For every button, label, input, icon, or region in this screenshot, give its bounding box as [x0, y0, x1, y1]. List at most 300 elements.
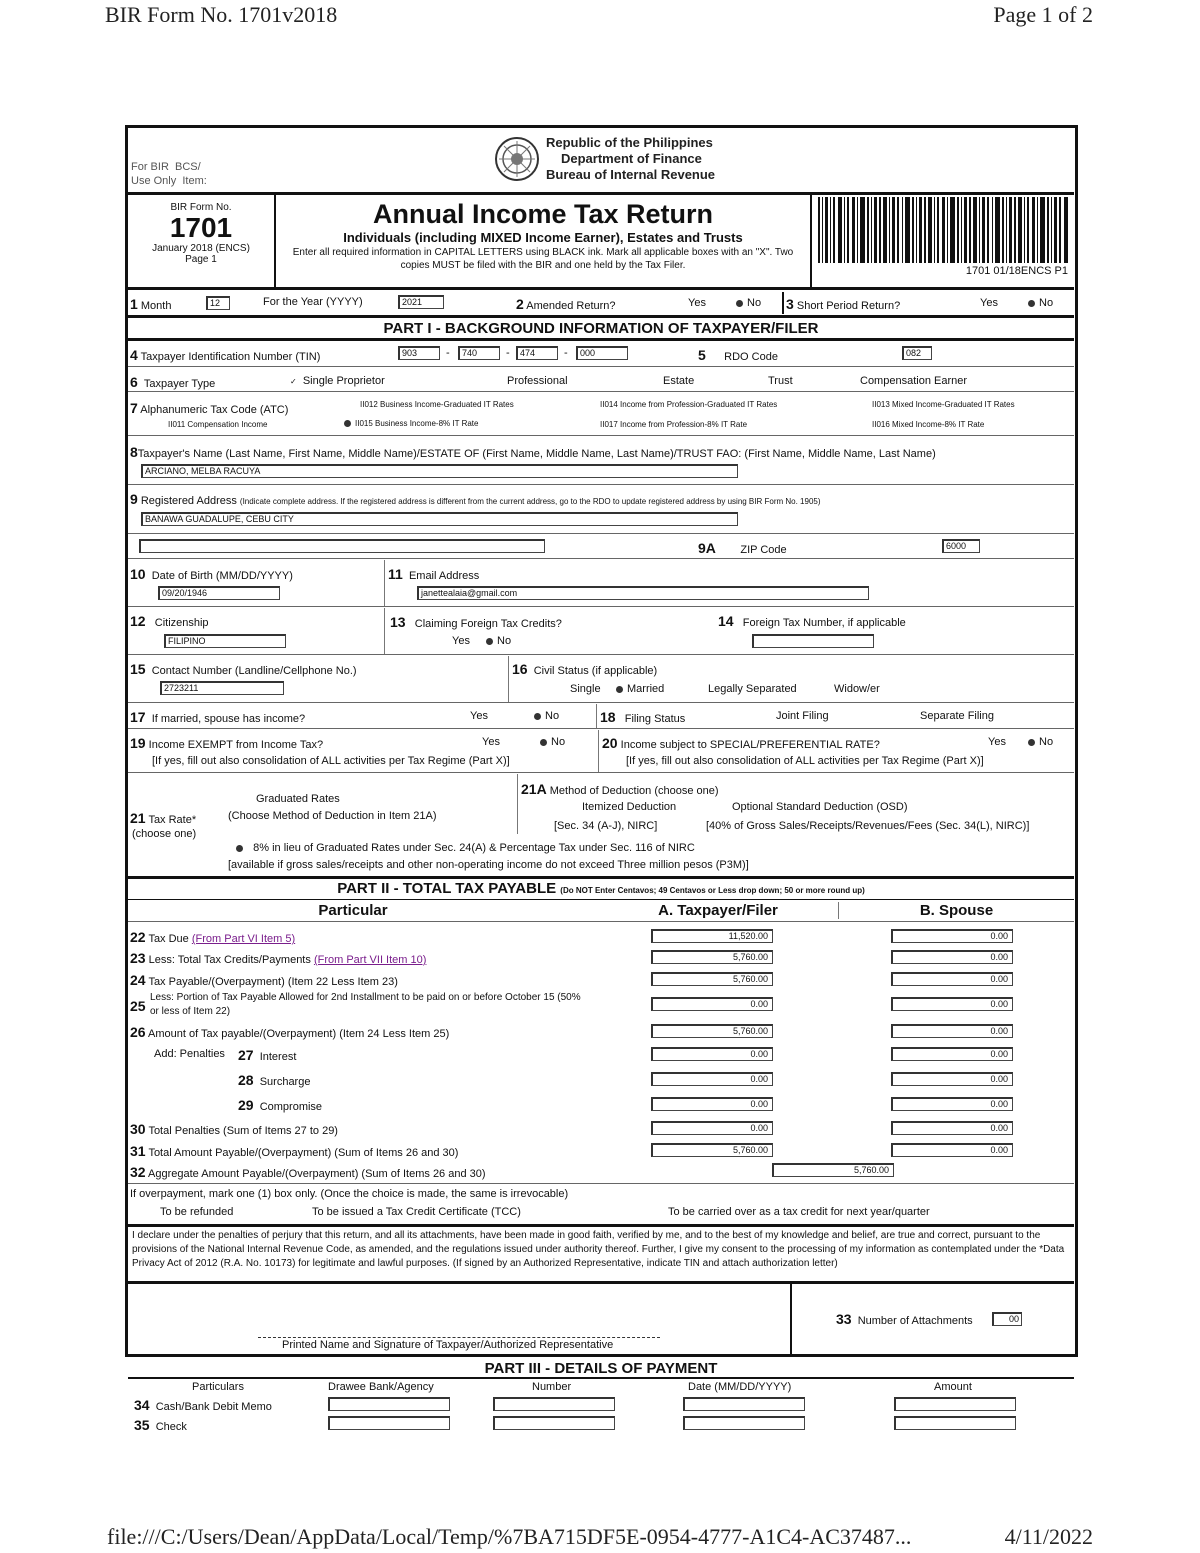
item-number: 9	[130, 491, 138, 507]
divider	[128, 366, 1074, 367]
item-number: 3	[786, 296, 794, 312]
col-date: Date (MM/DD/YYYY)	[688, 1381, 792, 1393]
row-month	[130, 296, 171, 312]
interest-a-field[interactable]: 0.00	[651, 1047, 773, 1061]
name-label: Taxpayer's Name (Last Name, First Name, Middle Name)/ESTATE OF (First Name, Middle Name, Last Name)/TRUST FAO: (First Name, Middle Name, Last Name)	[137, 448, 936, 460]
radio-selected-icon	[616, 686, 623, 693]
joint-filing-option[interactable]: Joint Filing	[776, 710, 829, 722]
osd-note: [40% of Gross Sales/Receipts/Revenues/Fees (Sec. 34(L), NIRC)]	[706, 820, 1030, 832]
row-tax-rate	[130, 810, 196, 826]
row-short-period	[786, 296, 900, 312]
cash-amount-field[interactable]	[894, 1397, 1016, 1411]
use-only-label: Use Only	[131, 175, 177, 187]
special-no-label: No	[1039, 736, 1054, 748]
filing-status-label: Filing Status	[624, 713, 686, 725]
part-vii-link[interactable]: (From Part VII Item 10)	[313, 954, 427, 966]
type-trust[interactable]: Trust	[768, 375, 793, 387]
row-atc	[130, 400, 288, 416]
month-field[interactable]: 12	[206, 296, 230, 310]
item-number: 10	[130, 566, 146, 582]
civil-widow-option[interactable]: Widow/er	[834, 683, 880, 695]
page-footer-right: 4/11/2022	[1004, 1524, 1093, 1549]
row-special-rate	[602, 735, 880, 751]
second-installment-b-field[interactable]: 0.00	[891, 997, 1013, 1011]
part-vi-link[interactable]: (From Part VI Item 5)	[191, 933, 296, 945]
part3-title: PART III - DETAILS OF PAYMENT	[484, 1360, 718, 1377]
type-option-label: Single Proprietor	[302, 375, 385, 387]
tin-label: Taxpayer Identification Number (TIN)	[140, 351, 321, 363]
form-number: 1701	[169, 212, 233, 243]
spouse-income-yes-option[interactable]: Yes	[470, 710, 488, 722]
exempt-yes-option[interactable]: Yes	[482, 736, 500, 748]
row-label: Tax Payable/(Overpayment) (Item 22 Less Item 23)	[148, 976, 398, 988]
tax-payable-b-field[interactable]: 0.00	[891, 972, 1013, 986]
item-number: 34	[134, 1397, 150, 1413]
second-installment-a-field[interactable]: 0.00	[651, 997, 773, 1011]
department-text: Department of Finance	[561, 151, 702, 166]
item-number: 32	[130, 1164, 146, 1180]
tcc-option[interactable]: To be issued a Tax Credit Certificate (TCC)	[312, 1206, 521, 1218]
radio-selected-icon	[540, 739, 547, 746]
part1-title: PART I - BACKGROUND INFORMATION OF TAXPAYER/FILER	[383, 320, 819, 337]
cash-label: Cash/Bank Debit Memo	[155, 1401, 272, 1413]
short-no-option[interactable]	[1028, 297, 1053, 309]
tin-dash: -	[446, 347, 450, 359]
item-number: 29	[238, 1097, 254, 1113]
row-foreign-credit	[390, 614, 562, 630]
special-yes-option[interactable]: Yes	[988, 736, 1006, 748]
row-label: Total Amount Payable/(Overpayment) (Sum of Items 26 and 30)	[148, 1147, 459, 1159]
foreign-tin-field[interactable]	[752, 634, 874, 648]
part2-title	[128, 880, 1074, 897]
exempt-label: Income EXEMPT from Income Tax?	[148, 739, 324, 751]
atc-option[interactable]: II017 Income from Profession-8% IT Rate	[600, 420, 748, 429]
tax-due-a-field[interactable]: 11,520.00	[651, 929, 773, 943]
foreign-credit-yes-option[interactable]: Yes	[452, 635, 470, 647]
amended-yes-option[interactable]: Yes	[688, 297, 706, 309]
item-number: 28	[238, 1072, 254, 1088]
eight-pct-note: [available if gross sales/receipts and other non-operating income do not exceed Three million pesos (P3M)]	[228, 859, 749, 871]
item-number: 33	[836, 1311, 852, 1327]
interest-b-field[interactable]: 0.00	[891, 1047, 1013, 1061]
item-number: 19	[130, 735, 146, 751]
radio-selected-icon	[736, 300, 743, 307]
divider	[384, 608, 385, 654]
row-label: Less: Total Tax Credits/Payments	[148, 954, 311, 966]
divider	[598, 730, 599, 772]
col-number: Number	[532, 1381, 572, 1393]
dob-field[interactable]: 09/20/1946	[158, 586, 280, 600]
check-number-field[interactable]	[493, 1416, 615, 1430]
col-particulars: Particulars	[192, 1381, 244, 1393]
row-25-label: Less: Portion of Tax Payable Allowed for 2nd Installment to be paid on or before October 15 (50% or less of Item 22)	[150, 992, 581, 1017]
row-23	[130, 950, 426, 966]
tin-field-4[interactable]: 000	[576, 346, 628, 360]
aggregate-field[interactable]: 5,760.00	[772, 1163, 894, 1177]
item-number: 8	[130, 444, 138, 460]
row-zip	[698, 540, 787, 556]
compromise-a-field[interactable]: 0.00	[651, 1097, 773, 1111]
foreign-credit-no-option[interactable]	[486, 635, 511, 647]
amount-payable-b-field[interactable]: 0.00	[891, 1024, 1013, 1038]
short-no-label: No	[1039, 297, 1054, 309]
cash-date-field[interactable]	[683, 1397, 805, 1411]
form-subtitle: Individuals (including MIXED Income Earner), Estates and Trusts	[343, 230, 743, 245]
zip-label: ZIP Code	[740, 544, 787, 556]
overpayment-label: If overpayment, mark one (1) box only. (Once the choice is made, the same is irrevocable)	[130, 1188, 569, 1200]
taxpayer-type-label: Taxpayer Type	[143, 378, 216, 390]
barcode-code: 1701 01/18ENCS P1	[965, 265, 1068, 277]
type-compensation-earner[interactable]: Compensation Earner	[860, 375, 968, 387]
month-label: Month	[140, 300, 172, 312]
surcharge-b-field[interactable]: 0.00	[891, 1072, 1013, 1086]
total-payable-b-field[interactable]: 0.00	[891, 1143, 1013, 1157]
method-label: Method of Deduction (choose one)	[549, 785, 719, 797]
divider	[128, 484, 1074, 485]
divider	[517, 774, 518, 834]
cash-bank-field[interactable]	[328, 1397, 450, 1411]
spouse-income-no-option[interactable]	[534, 710, 559, 722]
row-amended	[516, 296, 616, 312]
divider	[128, 533, 1074, 534]
email-label: Email Address	[408, 570, 480, 582]
row-rdo	[698, 347, 778, 363]
page-header-right: Page 1 of 2	[993, 2, 1093, 27]
credits-a-field[interactable]: 5,760.00	[651, 950, 773, 964]
row-32	[130, 1164, 486, 1180]
item-number: 17	[130, 709, 146, 725]
for-bir-label: For BIR	[131, 161, 169, 173]
form-instructions: Enter all required information in CAPITAL LETTERS using BLACK ink. Mark all applicable boxes with an "X". Two copies MUST be filed with the BIR and one held by the Tax Filer.	[292, 247, 794, 271]
tax-rate-label: Tax Rate*	[148, 814, 197, 826]
foreign-tin-label: Foreign Tax Number, if applicable	[742, 617, 906, 629]
item-number: 30	[130, 1121, 146, 1137]
bureau-text: Bureau of Internal Revenue	[546, 167, 716, 182]
exempt-note: [If yes, fill out also consolidation of ALL activities per Tax Regime (Part X)]	[152, 755, 510, 767]
item-number: 1	[130, 296, 138, 312]
row-exempt	[130, 735, 323, 751]
tin-field-2[interactable]: 740	[458, 346, 500, 360]
item-number: 24	[130, 972, 146, 988]
special-rate-label: Income subject to SPECIAL/PREFERENTIAL RATE?	[620, 739, 880, 751]
choose-one-label: (choose one)	[132, 828, 197, 840]
exempt-no-label: No	[551, 736, 566, 748]
row-spouse-income	[130, 709, 305, 725]
row-tin	[130, 347, 320, 363]
check-label: Check	[155, 1421, 187, 1433]
part2-title-text: PART II - TOTAL TAX PAYABLE	[337, 880, 557, 897]
year-label: For the Year (YYYY)	[263, 296, 363, 308]
eight-pct-option[interactable]	[236, 842, 695, 854]
divider	[128, 1377, 1074, 1379]
item-number: 7	[130, 400, 138, 416]
bir-seal-icon	[494, 136, 540, 182]
citizenship-field[interactable]: FILIPINO	[164, 634, 286, 648]
divider	[128, 921, 1074, 922]
divider	[782, 292, 784, 314]
special-no-option[interactable]	[1028, 736, 1053, 748]
osd-option[interactable]: Optional Standard Deduction (OSD)	[732, 801, 908, 813]
radio-selected-icon	[486, 638, 493, 645]
amended-no-option[interactable]	[736, 297, 761, 309]
itemized-note: [Sec. 34 (A-J), NIRC]	[554, 820, 658, 832]
divider	[128, 1183, 1074, 1184]
item-number: 11	[388, 566, 403, 582]
item-number: 9A	[698, 540, 716, 556]
civil-single-option[interactable]: Single	[570, 683, 601, 695]
form-title: Annual Income Tax Return	[372, 199, 714, 229]
item-number: 12	[130, 613, 146, 629]
item-label: Item:	[182, 175, 207, 187]
civil-separated-option[interactable]: Legally Separated	[708, 683, 797, 695]
radio-selected-icon	[534, 713, 541, 720]
surcharge-a-field[interactable]: 0.00	[651, 1072, 773, 1086]
divider	[128, 654, 1074, 655]
col-spouse: B. Spouse	[838, 902, 1074, 919]
cash-number-field[interactable]	[493, 1397, 615, 1411]
tin-dash: -	[506, 347, 510, 359]
col-taxpayer: A. Taxpayer/Filer	[658, 902, 778, 919]
row-31	[130, 1143, 458, 1159]
item-number: 20	[602, 735, 618, 751]
contact-label: Contact Number (Landline/Cellphone No.)	[151, 665, 357, 677]
item-number: 14	[718, 613, 734, 629]
graduated-note: (Choose Method of Deduction in Item 21A)	[228, 810, 437, 822]
row-29	[238, 1097, 322, 1113]
zip-field[interactable]: 6000	[942, 539, 980, 553]
row-26	[130, 1024, 449, 1040]
form-date: January 2018 (ENCS)	[152, 243, 250, 254]
foreign-credit-label: Claiming Foreign Tax Credits?	[414, 618, 562, 630]
citizenship-label: Citizenship	[154, 617, 209, 629]
divider	[508, 656, 509, 702]
eight-pct-label: 8% in lieu of Graduated Rates under Sec. 24(A) & Percentage Tax under Sec. 116 of NIRC	[253, 842, 695, 854]
spouse-income-label: If married, spouse has income?	[151, 713, 306, 725]
row-address	[130, 491, 821, 507]
item-number: 6	[130, 374, 138, 390]
row-method	[521, 781, 719, 797]
form-id-block	[128, 195, 276, 287]
total-penalties-b-field[interactable]: 0.00	[891, 1121, 1013, 1135]
row-filing-status	[600, 709, 685, 725]
item-number: 25	[130, 998, 146, 1014]
row-22	[130, 929, 295, 945]
type-estate[interactable]: Estate	[663, 375, 695, 387]
short-yes-option[interactable]: Yes	[980, 297, 998, 309]
row-34	[134, 1397, 272, 1413]
name-field[interactable]: ARCIANO, MELBA RACUYA	[141, 464, 738, 478]
item-number: 15	[130, 661, 146, 677]
col-amount: Amount	[934, 1381, 972, 1393]
row-name	[130, 444, 936, 460]
attachments-field[interactable]: 00	[992, 1312, 1022, 1326]
amended-label: Amended Return?	[526, 300, 616, 312]
amended-no-label: No	[747, 297, 762, 309]
divider	[128, 772, 1074, 773]
row-civil-status	[512, 661, 657, 677]
type-professional[interactable]: Professional	[507, 375, 568, 387]
address-field[interactable]: BANAWA GUADALUPE, CEBU CITY	[141, 512, 738, 526]
divider	[128, 435, 1074, 436]
radio-selected-icon	[1028, 739, 1035, 746]
amount-payable-a-field[interactable]: 5,760.00	[651, 1024, 773, 1038]
item-number: 26	[130, 1024, 146, 1040]
item-number: 5	[698, 347, 706, 363]
row-label: Amount of Tax payable/(Overpayment) (Item 24 Less Item 25)	[148, 1028, 450, 1040]
item-number: 21	[130, 810, 146, 826]
year-field[interactable]: 2021	[398, 295, 444, 309]
tin-field-1[interactable]: 903	[398, 346, 440, 360]
address-label: Registered Address	[140, 495, 237, 507]
title-block	[276, 195, 810, 287]
civil-married-option[interactable]	[616, 683, 664, 695]
check-date-field[interactable]	[683, 1416, 805, 1430]
republic-text: Republic of the Philippines	[546, 135, 713, 150]
atc-option[interactable]: II012 Business Income-Graduated IT Rates	[360, 400, 514, 409]
short-period-label: Short Period Return?	[796, 300, 901, 312]
credits-b-field[interactable]: 0.00	[891, 950, 1013, 964]
agency-block	[546, 135, 715, 183]
attachments-label: Number of Attachments	[857, 1315, 973, 1327]
special-note: [If yes, fill out also consolidation of ALL activities per Tax Regime (Part X)]	[626, 755, 984, 767]
check-amount-field[interactable]	[894, 1416, 1016, 1430]
item-number: 18	[600, 709, 616, 725]
civil-married-label: Married	[627, 683, 665, 695]
row-citizenship	[130, 613, 209, 629]
item-number: 4	[130, 347, 138, 363]
divider	[128, 315, 1074, 318]
total-penalties-a-field[interactable]: 0.00	[651, 1121, 773, 1135]
item-number: 16	[512, 661, 528, 677]
atc-option-label: II015 Business Income-8% IT Rate	[355, 419, 479, 428]
row-contact	[130, 661, 357, 677]
atc-option[interactable]: II013 Mixed Income-Graduated IT Rates	[872, 400, 1015, 409]
rdo-label: RDO Code	[724, 351, 778, 363]
divider	[128, 287, 1074, 290]
divider	[128, 391, 1074, 392]
row-foreign-tin	[718, 613, 906, 629]
signature-label[interactable]: Printed Name and Signature of Taxpayer/Authorized Representative	[282, 1339, 614, 1351]
type-single-proprietor[interactable]	[290, 375, 385, 387]
item-number: 2	[516, 296, 524, 312]
check-mark-icon: ✓	[290, 377, 297, 386]
atc-label: Alphanumeric Tax Code (ATC)	[140, 404, 289, 416]
row-label: Total Penalties (Sum of Items 27 to 29)	[148, 1125, 338, 1137]
item-number: 27	[238, 1047, 254, 1063]
divider	[384, 560, 385, 606]
part2-title-note: (Do NOT Enter Centavos; 49 Centavos or Less drop down; 50 or more round up)	[560, 886, 865, 895]
barcode-icon	[816, 197, 1072, 263]
for-bir-use	[131, 160, 207, 188]
contact-field[interactable]: 2723211	[160, 681, 284, 695]
row-label: Tax Due	[148, 933, 189, 945]
row-27	[238, 1047, 296, 1063]
item-number: 22	[130, 929, 146, 945]
page-footer-left: file:///C:/Users/Dean/AppData/Local/Temp/%7BA715DF5E-0954-4777-A1C4-AC37487...	[107, 1524, 912, 1549]
divider	[128, 702, 1074, 703]
radio-selected-icon	[344, 420, 351, 427]
total-payable-a-field[interactable]: 5,760.00	[651, 1143, 773, 1157]
divider	[790, 1284, 792, 1354]
signature-line	[258, 1337, 660, 1338]
row-25-number	[130, 998, 146, 1016]
page-header-left: BIR Form No. 1701v2018	[105, 2, 338, 27]
bir-form-no-label: BIR Form No.	[170, 202, 232, 213]
row-taxpayer-type	[130, 374, 215, 390]
atc-option[interactable]: II014 Income from Profession-Graduated IT Rates	[600, 400, 778, 409]
refund-option[interactable]: To be refunded	[160, 1206, 234, 1218]
tax-payable-a-field[interactable]: 5,760.00	[651, 972, 773, 986]
rdo-field[interactable]: 082	[902, 346, 932, 360]
divider	[128, 558, 1074, 559]
dob-label: Date of Birth (MM/DD/YYYY)	[151, 570, 293, 582]
item-number: 21A	[521, 781, 547, 797]
tax-due-b-field[interactable]: 0.00	[891, 929, 1013, 943]
row-28	[238, 1072, 310, 1088]
divider	[596, 704, 597, 728]
divider	[128, 876, 1074, 879]
bcs-label: BCS/	[175, 161, 201, 173]
form-page-label: Page 1	[185, 254, 217, 265]
tin-field-3[interactable]: 474	[516, 346, 558, 360]
row-35	[134, 1417, 187, 1433]
barcode-block	[810, 195, 1074, 287]
email-field[interactable]: janettealaia@gmail.com	[417, 586, 869, 600]
row-24	[130, 972, 398, 988]
exempt-no-option[interactable]	[540, 736, 565, 748]
radio-selected-icon	[1028, 300, 1035, 307]
col-particular: Particular	[318, 902, 388, 919]
atc-option[interactable]: II016 Mixed Income-8% IT Rate	[872, 420, 985, 429]
row-30	[130, 1121, 338, 1137]
foreign-credit-no-label: No	[497, 635, 512, 647]
radio-selected-icon	[236, 845, 243, 852]
row-label: Compromise	[259, 1101, 323, 1113]
item-number: 13	[390, 614, 406, 630]
atc-option[interactable]: II011 Compensation Income	[168, 420, 268, 429]
carry-over-option[interactable]: To be carried over as a tax credit for next year/quarter	[668, 1206, 930, 1218]
item-number: 31	[130, 1143, 146, 1159]
col-bank: Drawee Bank/Agency	[328, 1381, 434, 1393]
address-line-2-field[interactable]	[139, 539, 545, 553]
separate-filing-option[interactable]: Separate Filing	[920, 710, 994, 722]
divider	[128, 899, 1074, 900]
divider	[125, 1354, 1078, 1357]
row-attachments	[836, 1311, 973, 1327]
graduated-option[interactable]: Graduated Rates	[256, 793, 340, 805]
atc-option-selected[interactable]	[344, 419, 478, 428]
tin-dash: -	[564, 347, 568, 359]
check-bank-field[interactable]	[328, 1416, 450, 1430]
add-penalties-label: Add: Penalties	[154, 1048, 225, 1060]
item-number: 23	[130, 950, 146, 966]
compromise-b-field[interactable]: 0.00	[891, 1097, 1013, 1111]
aggregate-label: Aggregate Amount Payable/(Overpayment) (Sum of Items 26 and 30)	[148, 1168, 486, 1180]
divider	[128, 338, 1074, 341]
divider	[128, 606, 1074, 607]
address-note: (Indicate complete address. If the registered address is different from the current address, go to the RDO to update registered address by using BIR Form No. 1905)	[239, 497, 821, 506]
spouse-income-no-label: No	[545, 710, 560, 722]
itemized-option[interactable]: Itemized Deduction	[582, 801, 677, 813]
item-number: 35	[134, 1417, 150, 1433]
declaration-text: I declare under the penalties of perjury that this return, and all its attachments, have been made in good faith, verified by me, and to the best of my knowledge and belief, are true and correct, pursuant to the provisions of the National Internal Revenue Code, as amended, and the regulations issued under authority thereof. Further, I give my consent to the processing of my information as contemplated under the *Data Privacy Act of 2012 (R.A. No. 10173) for legitimate and lawful purposes. (If signed by an Authorized Representative, indicate TIN and attach authorization letter)	[132, 1230, 1065, 1269]
row-dob	[130, 566, 293, 582]
divider	[128, 728, 1074, 729]
row-email	[388, 566, 479, 582]
civil-status-label: Civil Status (if applicable)	[533, 665, 658, 677]
row-label: Surcharge	[259, 1076, 311, 1088]
declaration-box	[128, 1224, 1074, 1284]
